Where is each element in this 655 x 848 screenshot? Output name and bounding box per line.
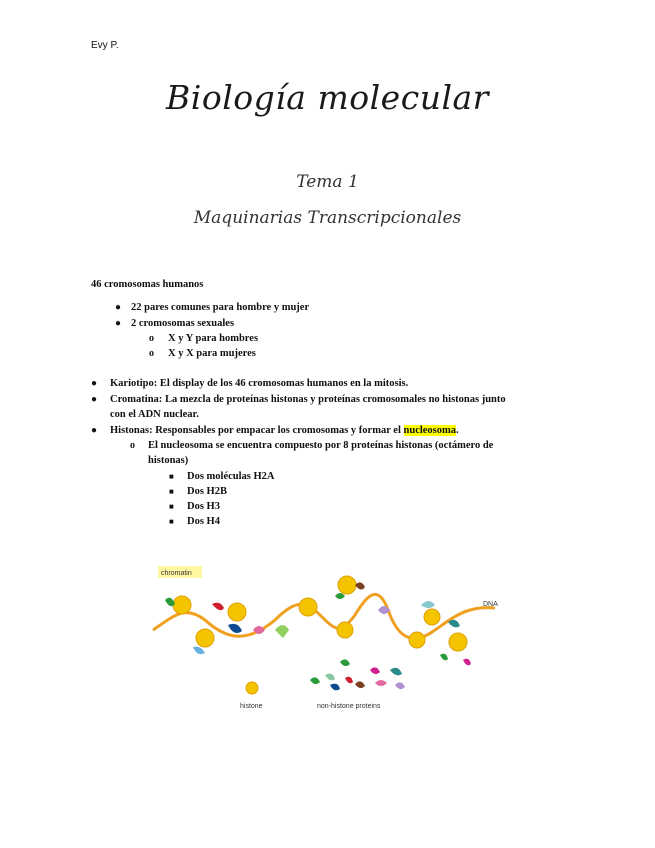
protein-icon — [375, 680, 387, 686]
histone-icon — [173, 596, 191, 614]
definition-histonas — [110, 423, 459, 438]
protein-icon — [440, 654, 448, 661]
histone-icon — [424, 609, 440, 625]
bullet-circle: o — [149, 333, 154, 344]
bullet-circle: o — [149, 348, 154, 359]
protein-icon — [421, 601, 435, 608]
protein-icon — [165, 598, 175, 607]
protein-icon — [355, 582, 365, 589]
highlight-nucleosoma: nucleosoma — [403, 425, 457, 436]
histone-icon — [337, 622, 353, 638]
component-item: Dos H4 — [187, 516, 220, 527]
bullet-dot: ● — [91, 378, 98, 389]
protein-icon — [345, 677, 353, 684]
protein-icon — [330, 684, 340, 691]
term-histonas: Histonas: — [110, 425, 153, 436]
chromatin-diagram — [145, 560, 515, 720]
histone-icon — [409, 632, 425, 648]
term-cromatina: Cromatina: — [110, 394, 163, 405]
definition-kariotipo — [110, 376, 408, 391]
protein-icon — [448, 620, 460, 628]
histone-icon — [338, 576, 356, 594]
histone-icon — [196, 629, 214, 647]
topic-number: Tema 1 — [296, 172, 359, 192]
protein-icon — [310, 677, 320, 684]
list-item: 2 cromosomas sexuales — [131, 318, 235, 329]
dna-label: DNA — [483, 601, 498, 608]
protein-icon — [355, 681, 365, 688]
nucleosoma-line: El nucleosoma se encuentra compuesto por 8 proteínas histonas (octámero de — [148, 440, 494, 451]
protein-icon — [390, 668, 402, 676]
protein-icon — [370, 667, 380, 674]
protein-icon — [395, 682, 405, 689]
bullet-square: ■ — [169, 517, 174, 526]
protein-icon — [325, 674, 335, 681]
topic-title: Maquinarias Transcripcionales — [193, 208, 462, 228]
author-name: Evy P. — [91, 40, 119, 51]
list-item: 22 pares comunes para hombre y mujer — [131, 302, 310, 313]
bullet-dot: ● — [115, 302, 122, 313]
text-histonas: Responsables por empacar los cromosomas y formar el — [152, 425, 404, 436]
nucleosoma-line-continued: histonas) — [148, 455, 189, 466]
protein-icon — [228, 624, 242, 633]
text-cromatina: La mezcla de proteínas histonas y proteínas cromosomales no histonas junto — [162, 394, 506, 405]
term-kariotipo: Kariotipo: — [110, 378, 158, 389]
chromatin-label: chromatin — [161, 570, 192, 577]
bullet-dot: ● — [115, 318, 122, 329]
text-cromatina-continued: con el ADN nuclear. — [110, 409, 199, 420]
protein-icon — [335, 593, 345, 599]
bullet-square: ■ — [169, 502, 174, 511]
component-item: Dos H3 — [187, 501, 220, 512]
protein-icon — [275, 625, 289, 638]
definition-cromatina — [110, 392, 506, 407]
document-title: Biología molecular — [166, 78, 489, 117]
bullet-dot: ● — [91, 425, 98, 436]
text-kariotipo: El display de los 46 cromosomas humanos en la mitosis. — [157, 378, 409, 389]
bullet-square: ■ — [169, 472, 174, 481]
bullet-circle: o — [130, 440, 135, 451]
legend-histone-icon — [246, 682, 258, 694]
bullet-dot: ● — [91, 394, 98, 405]
histone-icon — [228, 603, 246, 621]
protein-icon — [463, 659, 471, 666]
protein-icon — [340, 659, 350, 666]
legend-nonhistone-label: non-histone proteins — [317, 703, 381, 710]
bullet-square: ■ — [169, 487, 174, 496]
list-subitem: X y X para mujeres — [168, 348, 256, 359]
histone-icon — [449, 633, 467, 651]
histone-icon — [299, 598, 317, 616]
protein-icon — [212, 603, 224, 611]
component-item: Dos moléculas H2A — [187, 471, 275, 482]
protein-icon — [193, 647, 205, 655]
intro-line: 46 cromosomas humanos — [91, 279, 204, 290]
loose-protein-cluster — [310, 659, 405, 690]
component-item: Dos H2B — [187, 486, 227, 497]
list-subitem: X y Y para hombres — [168, 333, 259, 344]
legend-histone-label: histone — [240, 703, 263, 710]
text-histonas-end: . — [456, 425, 459, 436]
